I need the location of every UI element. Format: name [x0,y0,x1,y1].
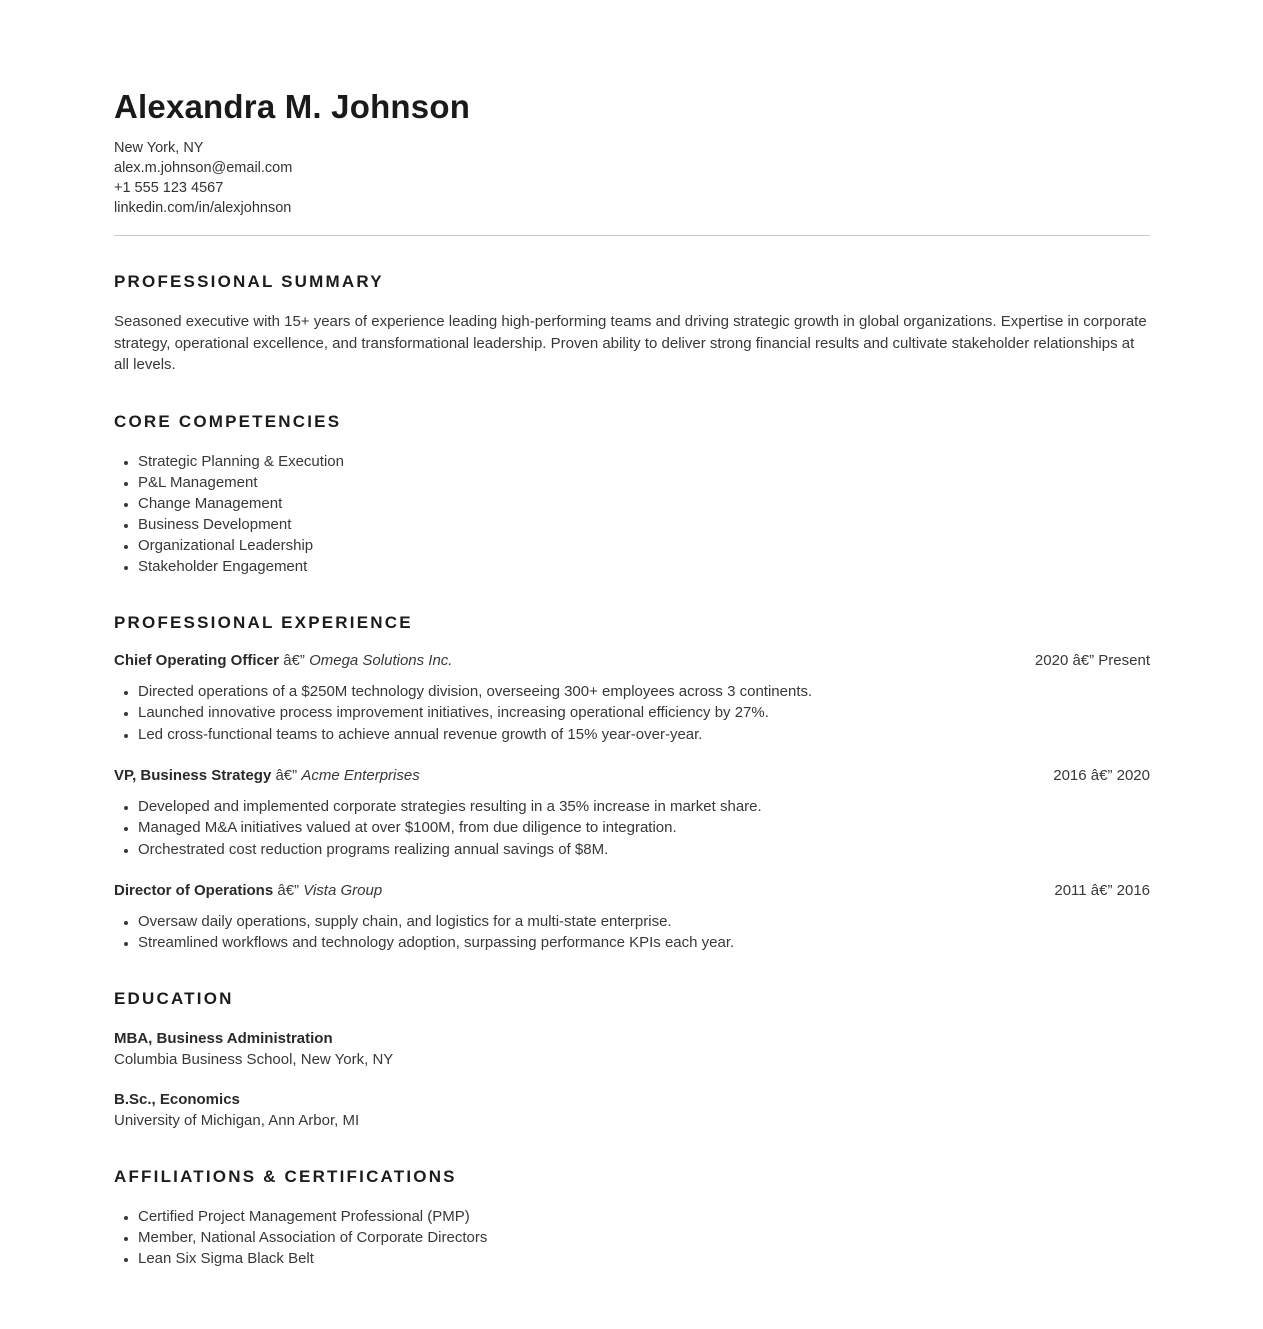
education-degree: MBA, Business Administration [114,1030,333,1047]
job-entry [114,652,1150,745]
job-dates: 2016 â€” 2020 [1053,766,1150,784]
contact-location: New York, NY [114,140,204,156]
list-item: • Organizational Leadership [138,535,1150,556]
education-entry [114,1028,1150,1070]
job-title-line [114,652,452,669]
job-title: VP, Business Strategy [114,766,272,784]
job-separator: â€” [277,881,300,899]
job-company: Vista Group [303,881,383,899]
list-item: • Oversaw daily operations, supply chain, and logistics for a multi-state enterprise. [138,911,1150,932]
education-entry [114,1089,1150,1131]
person-name: Alexandra M. Johnson [114,88,471,125]
section-education [114,989,1150,1131]
list-item: • Orchestrated cost reduction programs realizing annual savings of $8M. [138,839,1150,860]
section-heading-experience: PROFESSIONAL EXPERIENCE [114,612,413,632]
section-heading-education: EDUCATION [114,989,234,1008]
education-school: University of Michigan, Ann Arbor, MI [114,1112,360,1129]
list-item: • Launched innovative process improvement initiatives, increasing operational efficiency by 27%. [138,702,1150,723]
section-heading-summary: PROFESSIONAL SUMMARY [114,272,384,291]
list-item: • Certified Project Management Professional (PMP) [138,1206,1150,1227]
job-header [114,882,1150,899]
job-title: Director of Operations [114,881,274,899]
job-dates: 2011 â€” 2016 [1054,881,1150,899]
job-title-line [114,767,420,784]
education-degree: B.Sc., Economics [114,1091,240,1108]
contact-phone: +1 555 123 4567 [114,180,224,196]
list-item: • Business Development [138,514,1150,535]
section-heading-competencies: CORE COMPETENCIES [114,411,342,431]
list-item: • Developed and implemented corporate strategies resulting in a 35% increase in market share. [138,796,1150,817]
list-item: • P&L Management [138,472,1150,493]
contact-linkedin: linkedin.com/in/alexjohnson [114,200,292,216]
section-heading-affiliations: AFFILIATIONS & CERTIFICATIONS [114,1167,457,1186]
job-separator: â€” [275,766,298,784]
list-item: • Change Management [138,493,1150,514]
list-item: • Streamlined workflows and technology adoption, surpassing performance KPIs each year. [138,932,1150,953]
education-school: Columbia Business School, New York, NY [114,1051,394,1068]
competencies-list [114,451,1150,577]
job-entry [114,882,1150,954]
job-title-line [114,882,382,899]
list-item: • Stakeholder Engagement [138,556,1150,577]
list-item: • Managed M&A initiatives valued at over $100M, from due diligence to integration. [138,817,1150,838]
job-company: Acme Enterprises [301,766,420,784]
contact-block [114,138,1150,218]
contact-email: alex.m.johnson@email.com [114,160,293,176]
job-entry [114,767,1150,860]
job-bullet-list [114,796,1150,860]
job-title: Chief Operating Officer [114,651,280,669]
job-header [114,652,1150,669]
list-item: • Member, National Association of Corporate Directors [138,1227,1150,1248]
section-professional-summary [114,272,1150,376]
section-professional-experience [114,613,1150,954]
section-affiliations-certifications [114,1167,1150,1269]
header-divider [114,235,1150,236]
section-core-competencies [114,412,1150,577]
list-item: • Directed operations of a $250M technology division, overseeing 300+ employees across 3 continents. [138,681,1150,702]
list-item: • Led cross-functional teams to achieve annual revenue growth of 15% year-over-year. [138,724,1150,745]
list-item: • Strategic Planning & Execution [138,451,1150,472]
resume-header [114,88,1150,218]
job-company: Omega Solutions Inc. [309,651,453,669]
affiliations-list [114,1206,1150,1269]
job-header [114,767,1150,784]
job-bullet-list [114,911,1150,954]
job-bullet-list [114,681,1150,745]
list-item: • Lean Six Sigma Black Belt [138,1248,1150,1269]
job-separator: â€” [283,651,305,669]
summary-paragraph: Seasoned executive with 15+ years of experience leading high-performing teams and driving strategic growth in global organizations. Expertise in corporate strategy, operational excellence, and transformational leadership. Proven ability to deliver strong financial results and cultivate stakeholder relationships at all levels. [114,313,1147,373]
job-dates: 2020 â€” Present [1034,651,1150,669]
